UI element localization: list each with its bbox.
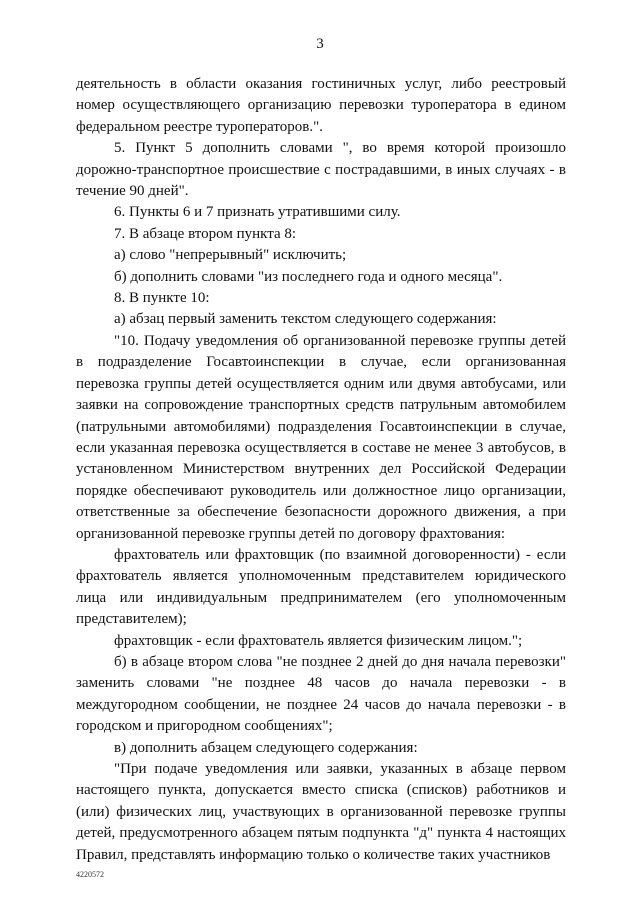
paragraph: а) слово "непрерывный" исключить; [114,247,347,264]
paragraph: 8. В пункте 10: [114,290,210,307]
paragraph: 6. Пункты 6 и 7 признать утратившими силу. [114,204,401,221]
paragraph: фрахтовщик - если фрахтователь является физическим лицом."; [114,632,523,649]
paragraph: 7. В абзаце втором пункта 8: [114,225,297,242]
document-code: 4220572 [76,870,104,879]
paragraph: фрахтователь или фрахтовщик (по взаимной договоренности) - если фрахтователь является уполномоченным представителем юридического лица или индивидуальным предпринимателем (его уполномоченным представителем); [76,546,566,628]
paragraph: "10. Подачу уведомления об организованной перевозке группы детей в подразделение Госавтоинспекции в случае, если организованная перевозка группы детей осуществляется одним или двумя автобусами, или заявки на сопровождение транспортных средств патрульным автомобилем (патрульными автомобилями) подразделения Госавтоинспекции в случае, если указанная перевозка осуществляется в составе не менее 3 автобусов, в установленном Министерством внутренних дел Российской Федерации порядке обеспечивают руководитель или должностное лицо организации, ответственные за обеспечение безопасности дорожного движения, а при организованной перевозке группы детей по договору фрахтования: [76,332,566,542]
page-number: 3 [316,36,324,52]
paragraph: деятельность в области оказания гостиничных услуг, либо реестровый номер осуществляющего организацию перевозки туроператора в едином федеральном реестре туроператоров.". [76,76,566,135]
document-body [76,74,566,866]
paragraph: б) в абзаце втором слова "не позднее 2 дней до дня начала перевозки" заменить словами "не позднее 48 часов до начала перевозки - в междугородном сообщении, не позднее 24 часов до начала перевозки - в городском и пригородном сообщениях"; [76,653,566,735]
paragraph: "При подаче уведомления или заявки, указанных в абзаце первом настоящего пункта, допускается вместо списка (списков) работников и (или) физических лиц, участвующих в организованной перевозке группы детей, предусмотренного абзацем пятым подпункта "д" пункта 4 настоящих Правил, представлять информацию только о количестве таких участников [76,761,566,863]
paragraph: в) дополнить абзацем следующего содержания: [114,739,418,756]
paragraph: 5. Пункт 5 дополнить словами ", во время которой произошло дорожно-транспортное происшествие с пострадавшими, в иных случаях - в течение 90 дней". [76,140,566,200]
paragraph: а) абзац первый заменить текстом следующего содержания: [114,311,497,328]
paragraph: б) дополнить словами "из последнего года и одного месяца". [114,268,503,285]
